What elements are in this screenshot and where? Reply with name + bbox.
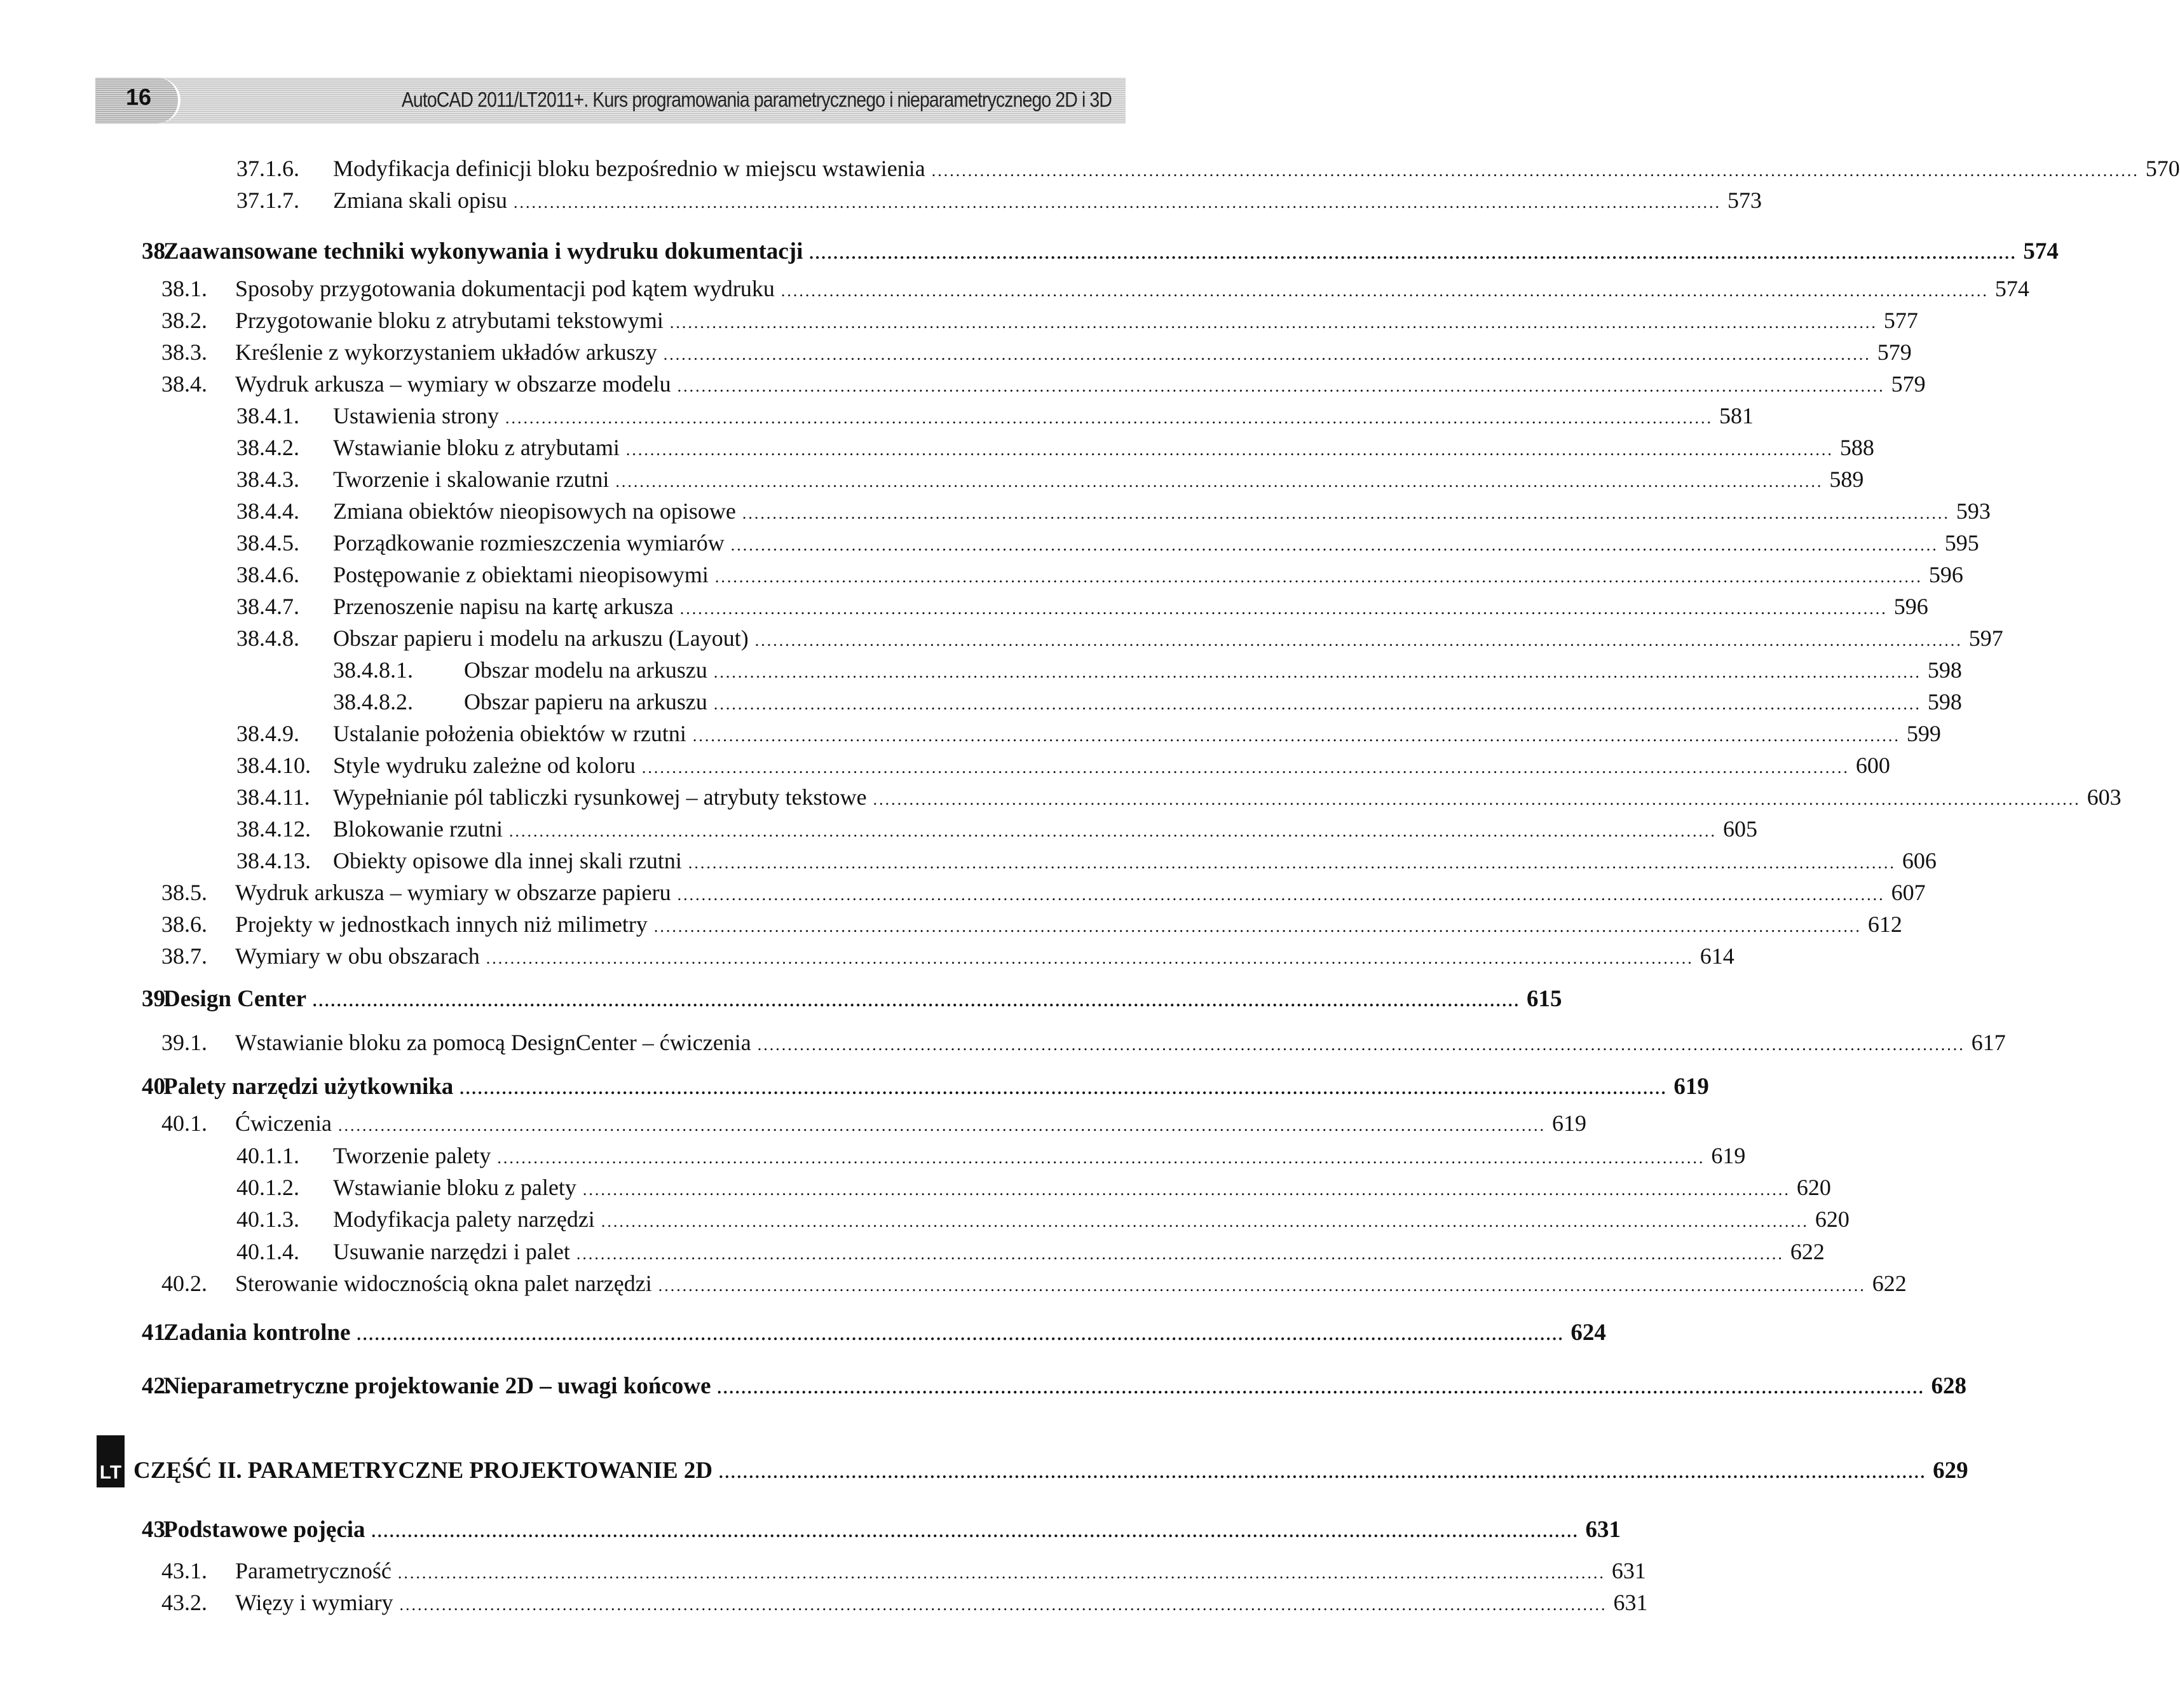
entry-page: 574 xyxy=(2023,238,2059,264)
dot-leader: ........................................................................................................................................................................................................ xyxy=(713,663,1921,681)
entry-page: 606 xyxy=(1902,848,1937,873)
dot-leader: ........................................................................................................................................................................................................ xyxy=(615,472,1823,491)
section-entry xyxy=(161,879,1926,908)
entry-title: Obszar papieru na arkuszu xyxy=(464,689,707,714)
section-entry xyxy=(161,1029,2006,1058)
section-entry xyxy=(236,561,1963,591)
entry-page: 598 xyxy=(1927,689,1962,714)
entry-number: 38.6. xyxy=(161,912,207,937)
dot-leader: ........................................................................................................................................................................................................ xyxy=(337,1116,1546,1135)
entry-page: 614 xyxy=(1700,943,1734,969)
entry-page: 631 xyxy=(1613,1590,1648,1615)
entry-number: 39. xyxy=(142,986,172,1012)
section-entry xyxy=(161,1110,1586,1139)
section-entry xyxy=(236,847,1937,877)
book-title: AutoCAD 2011/LT2011+. Kurs programowania parametrycznego i nieparametrycznego 2D i 3D xyxy=(401,88,1112,111)
dot-leader: ........................................................................................................................................................................................................ xyxy=(653,917,1862,936)
dot-leader: ........................................................................................................................................................................................................ xyxy=(714,568,1923,586)
dot-leader: ........................................................................................................................................................................................................ xyxy=(357,1325,1565,1344)
entry-number: 39.1. xyxy=(161,1030,207,1055)
dot-leader: ........................................................................................................................................................................................................ xyxy=(730,536,1938,554)
entry-page: 598 xyxy=(1927,657,1962,683)
entry-page: 605 xyxy=(1722,816,1757,842)
entry-page: 595 xyxy=(1944,530,1979,556)
section-entry xyxy=(236,816,1757,845)
entry-number: 38. xyxy=(142,238,172,264)
section-entry xyxy=(236,1238,1825,1267)
entry-title: Wstawianie bloku z palety xyxy=(333,1175,576,1200)
entry-title: Obszar papieru i modelu na arkuszu (Layout) xyxy=(333,625,749,651)
entry-title: Sterowanie widocznością okna palet narzędzi xyxy=(235,1271,652,1296)
entry-page: 589 xyxy=(1829,467,1864,492)
section-entry xyxy=(161,275,2029,304)
section-entry xyxy=(236,434,1874,463)
section-entry xyxy=(236,593,1928,622)
entry-title: Usuwanie narzędzi i palet xyxy=(333,1239,570,1264)
section-entry xyxy=(161,1557,1646,1587)
section-entry xyxy=(236,720,1941,749)
entry-number: 38.4.3. xyxy=(236,467,299,492)
section-entry xyxy=(236,466,1864,495)
entry-title: Ćwiczenia xyxy=(235,1110,332,1136)
lt-badge-icon: LT xyxy=(97,1435,125,1487)
chapter-entry xyxy=(142,238,2059,267)
dot-leader: ........................................................................................................................................................................................................ xyxy=(663,345,1871,364)
page-number: 16 xyxy=(126,84,152,110)
section-entry xyxy=(161,1589,1648,1618)
entry-page: 620 xyxy=(1796,1175,1831,1200)
entry-title: Wydruk arkusza – wymiary w obszarze papieru xyxy=(235,880,671,905)
entry-number: 38.4.1. xyxy=(236,403,299,428)
entry-title: Tworzenie i skalowanie rzutni xyxy=(333,467,610,492)
entry-title: Parametryczność xyxy=(235,1558,392,1583)
entry-number: 38.4.5. xyxy=(236,530,299,556)
dot-leader: ........................................................................................................................................................................................................ xyxy=(780,282,1989,300)
entry-title: Wymiary w obu obszarach xyxy=(235,943,480,969)
entry-title: Modyfikacja definicji bloku bezpośrednio w miejscu wstawienia xyxy=(333,156,925,181)
entry-page: 629 xyxy=(1933,1458,1968,1484)
entry-title: Kreślenie z wykorzystaniem układów arkuszy xyxy=(235,339,657,365)
dot-leader: ........................................................................................................................................................................................................ xyxy=(679,599,1888,618)
entry-page: 579 xyxy=(1891,371,1926,397)
dot-leader: ........................................................................................................................................................................................................ xyxy=(576,1245,1784,1263)
entry-page: 593 xyxy=(1956,498,1991,524)
dot-leader: ........................................................................................................................................................................................................ xyxy=(508,822,1717,840)
entry-page: 615 xyxy=(1527,986,1562,1012)
entry-number: 42. xyxy=(142,1373,172,1399)
entry-page: 624 xyxy=(1570,1320,1606,1346)
entry-page: 579 xyxy=(1877,339,1912,365)
dot-leader: ........................................................................................................................................................................................................ xyxy=(601,1212,1809,1231)
section-entry xyxy=(236,1174,1831,1203)
entry-number: 40.2. xyxy=(161,1271,207,1296)
entry-number: 40.1.1. xyxy=(236,1143,299,1168)
entry-title: Style wydruku zależne od koloru xyxy=(333,753,636,778)
entry-page: 631 xyxy=(1611,1558,1646,1583)
entry-title: Więzy i wymiary xyxy=(235,1590,393,1615)
dot-leader: ........................................................................................................................................................................................................ xyxy=(754,631,1963,650)
section-entry xyxy=(333,688,1962,718)
dot-leader: ........................................................................................................................................................................................................ xyxy=(692,727,1900,745)
entry-number: 43.1. xyxy=(161,1558,207,1583)
entry-page: 573 xyxy=(1727,188,1762,213)
entry-number: 38.4.8. xyxy=(236,625,299,651)
entry-title: Zmiana skali opisu xyxy=(333,188,507,213)
dot-leader: ........................................................................................................................................................................................................ xyxy=(677,885,1885,904)
entry-title: Podstawowe pojęcia xyxy=(163,1517,365,1543)
entry-page: 620 xyxy=(1815,1206,1850,1232)
entry-page: 628 xyxy=(1931,1373,1966,1399)
entry-page: 577 xyxy=(1883,308,1918,333)
entry-title: Modyfikacja palety narzędzi xyxy=(333,1206,595,1232)
entry-number: 43.2. xyxy=(161,1590,207,1615)
section-entry xyxy=(161,1270,1907,1299)
entry-number: 40.1.2. xyxy=(236,1175,299,1200)
dot-leader: ........................................................................................................................................................................................................ xyxy=(931,161,2139,180)
entry-page: 622 xyxy=(1872,1271,1907,1296)
dot-leader: ........................................................................................................................................................................................................ xyxy=(371,1522,1579,1541)
section-entry xyxy=(236,1206,1850,1235)
entry-number: 38.4.11. xyxy=(236,784,310,810)
entry-number: 40.1.3. xyxy=(236,1206,299,1232)
entry-number: 38.4.12. xyxy=(236,816,311,842)
dot-leader: ........................................................................................................................................................................................................ xyxy=(399,1595,1607,1614)
entry-title: Sposoby przygotowania dokumentacji pod kątem wydruku xyxy=(235,276,775,301)
entry-number: 38.3. xyxy=(161,339,207,365)
section-entry xyxy=(161,371,1926,400)
entry-number: 43. xyxy=(142,1517,172,1543)
chapter-entry xyxy=(142,1372,1966,1402)
entry-number: 38.1. xyxy=(161,276,207,301)
section-entry xyxy=(333,657,1962,686)
dot-leader: ........................................................................................................................................................................................................ xyxy=(460,1079,1668,1098)
entry-page: 600 xyxy=(1855,753,1890,778)
dot-leader: ........................................................................................................................................................................................................ xyxy=(513,193,1721,212)
entry-number: 40.1.4. xyxy=(236,1239,299,1264)
entry-title: Design Center xyxy=(163,986,307,1012)
entry-number: 38.4.9. xyxy=(236,721,299,746)
chapter-entry xyxy=(142,1319,1606,1348)
dot-leader: ........................................................................................................................................................................................................ xyxy=(713,695,1921,713)
entry-page: 588 xyxy=(1839,435,1874,460)
entry-title: Postępowanie z obiektami nieopisowymi xyxy=(333,562,709,587)
entry-page: 612 xyxy=(1867,912,1902,937)
dot-leader: ........................................................................................................................................................................................................ xyxy=(677,377,1885,395)
dot-leader: ........................................................................................................................................................................................................ xyxy=(397,1564,1605,1582)
dot-leader: ........................................................................................................................................................................................................ xyxy=(497,1149,1705,1167)
dot-leader: ........................................................................................................................................................................................................ xyxy=(757,1035,1965,1054)
entry-title: Wstawianie bloku z atrybutami xyxy=(333,435,620,460)
dot-leader: ........................................................................................................................................................................................................ xyxy=(582,1180,1790,1199)
entry-number: 40. xyxy=(142,1074,172,1100)
entry-title: Blokowanie rzutni xyxy=(333,816,503,842)
entry-number: 38.4.7. xyxy=(236,594,299,619)
entry-title: Porządkowanie rozmieszczenia wymiarów xyxy=(333,530,725,556)
entry-number: 38.4.8.1. xyxy=(333,657,413,683)
entry-title: Tworzenie palety xyxy=(333,1143,491,1168)
entry-title: Przenoszenie napisu na kartę arkusza xyxy=(333,594,674,619)
entry-page: 596 xyxy=(1928,562,1963,587)
entry-title: Obiekty opisowe dla innej skali rzutni xyxy=(333,848,682,873)
entry-number: 38.4.2. xyxy=(236,435,299,460)
chapter-entry xyxy=(142,1516,1621,1545)
entry-page: 607 xyxy=(1891,880,1926,905)
entry-number: 38.4.8.2. xyxy=(333,689,413,714)
entry-page: 597 xyxy=(1968,625,2003,651)
section-entry xyxy=(236,529,1979,559)
dot-leader: ........................................................................................................................................................................................................ xyxy=(688,854,1896,872)
entry-page: 619 xyxy=(1711,1143,1746,1168)
entry-title: Ustawienia strony xyxy=(333,403,499,428)
entry-page: 603 xyxy=(2087,784,2122,810)
section-entry xyxy=(236,187,1762,216)
dot-leader: ........................................................................................................................................................................................................ xyxy=(505,409,1713,427)
entry-number: 37.1.6. xyxy=(236,156,299,181)
entry-number: 38.5. xyxy=(161,880,207,905)
chapter-entry xyxy=(142,985,1562,1015)
entry-page: 631 xyxy=(1585,1517,1621,1543)
entry-title: Projekty w jednostkach innych niż milimetry xyxy=(235,912,648,937)
entry-page: 596 xyxy=(1893,594,1928,619)
entry-number: 37.1.7. xyxy=(236,188,299,213)
entry-title: Wypełnianie pól tabliczki rysunkowej – atrybuty tekstowe xyxy=(333,784,867,810)
entry-number: 38.4.4. xyxy=(236,498,299,524)
dot-leader: ........................................................................................................................................................................................................ xyxy=(669,313,1877,332)
entry-page: 570 xyxy=(2145,156,2180,181)
dot-leader: ........................................................................................................................................................................................................ xyxy=(641,758,1850,777)
entry-page: 617 xyxy=(1971,1030,2006,1055)
entry-page: 622 xyxy=(1790,1239,1825,1264)
section-entry xyxy=(236,155,2180,184)
section-entry xyxy=(161,339,1912,368)
part-heading xyxy=(133,1457,1968,1486)
entry-title: Zaawansowane techniki wykonywania i wydruku dokumentacji xyxy=(163,238,803,264)
entry-page: 619 xyxy=(1551,1110,1586,1136)
entry-title: CZĘŚĆ II. PARAMETRYCZNE PROJEKTOWANIE 2D xyxy=(133,1458,713,1484)
entry-title: Wydruk arkusza – wymiary w obszarze modelu xyxy=(235,371,671,397)
section-entry xyxy=(161,307,1918,336)
entry-title: Palety narzędzi użytkownika xyxy=(163,1074,454,1100)
dot-leader: ........................................................................................................................................................................................................ xyxy=(873,790,2081,809)
dot-leader: ........................................................................................................................................................................................................ xyxy=(486,949,1694,967)
entry-title: Obszar modelu na arkuszu xyxy=(464,657,707,683)
entry-title: Przygotowanie bloku z atrybutami tekstowymi xyxy=(235,308,664,333)
entry-page: 619 xyxy=(1673,1074,1709,1100)
section-entry xyxy=(236,402,1754,432)
dot-leader: ........................................................................................................................................................................................................ xyxy=(742,504,1950,523)
entry-title: Zmiana obiektów nieopisowych na opisowe xyxy=(333,498,736,524)
dot-leader: ........................................................................................................................................................................................................ xyxy=(809,244,2017,263)
section-entry xyxy=(161,911,1902,940)
entry-number: 40.1. xyxy=(161,1110,207,1136)
section-entry xyxy=(161,943,1734,972)
entry-number: 38.4.6. xyxy=(236,562,299,587)
dot-leader: ........................................................................................................................................................................................................ xyxy=(313,992,1521,1010)
entry-number: 38.4. xyxy=(161,371,207,397)
dot-leader: ........................................................................................................................................................................................................ xyxy=(719,1463,1927,1482)
entry-page: 574 xyxy=(1994,276,2029,301)
dot-leader: ........................................................................................................................................................................................................ xyxy=(625,441,1834,459)
dot-leader: ........................................................................................................................................................................................................ xyxy=(717,1379,1925,1397)
entry-title: Nieparametryczne projektowanie 2D – uwagi końcowe xyxy=(163,1373,711,1399)
dot-leader: ........................................................................................................................................................................................................ xyxy=(658,1276,1866,1295)
section-entry xyxy=(236,498,1991,527)
entry-title: Wstawianie bloku za pomocą DesignCenter – ćwiczenia xyxy=(235,1030,751,1055)
entry-number: 41. xyxy=(142,1320,172,1346)
entry-number: 38.4.13. xyxy=(236,848,311,873)
section-entry xyxy=(236,625,2003,654)
entry-number: 38.4.10. xyxy=(236,753,311,778)
entry-page: 581 xyxy=(1719,403,1754,428)
section-entry xyxy=(236,784,2122,813)
entry-title: Ustalanie położenia obiektów w rzutni xyxy=(333,721,686,746)
section-entry xyxy=(236,1142,1746,1172)
entry-page: 599 xyxy=(1906,721,1941,746)
entry-title: Zadania kontrolne xyxy=(163,1320,351,1346)
section-entry xyxy=(236,752,1890,781)
entry-number: 38.7. xyxy=(161,943,207,969)
entry-number: 38.2. xyxy=(161,308,207,333)
chapter-entry xyxy=(142,1073,1709,1102)
